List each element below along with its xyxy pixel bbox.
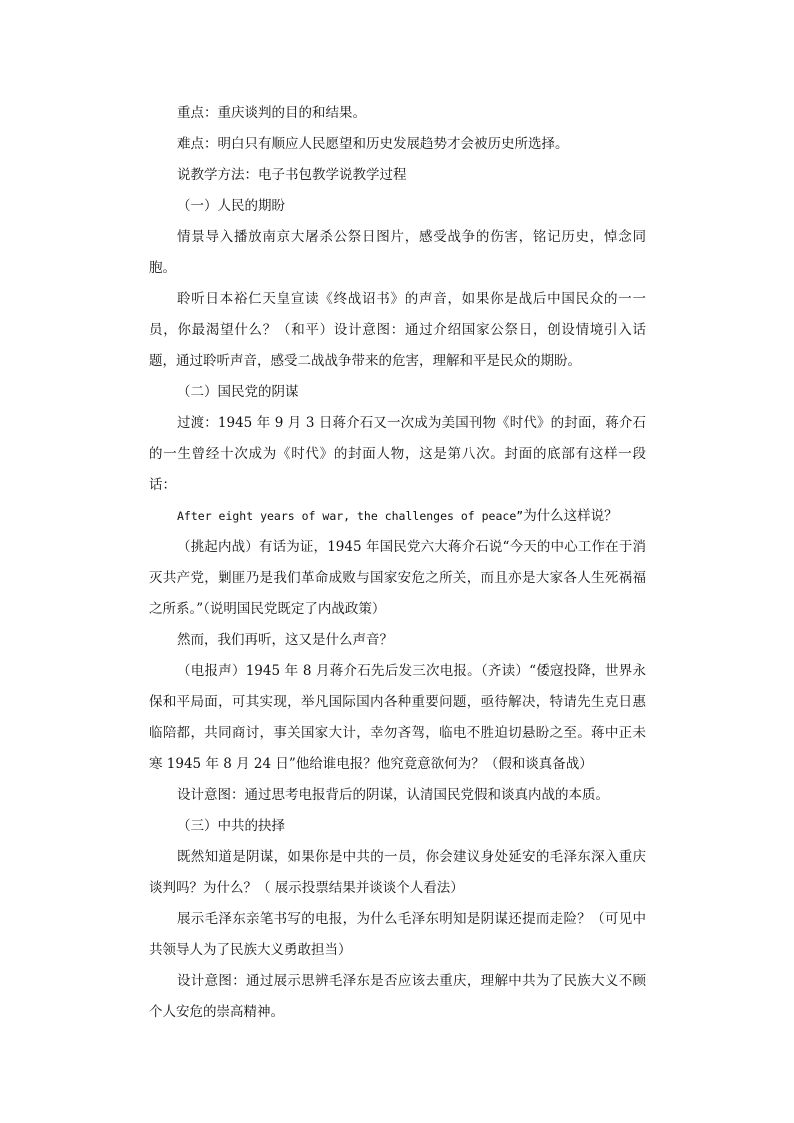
quote-question: 为什么这样说？ xyxy=(523,508,618,524)
listen-again-paragraph: 然而，我们再听，这又是什么声音？ xyxy=(177,632,393,648)
document-body xyxy=(149,98,646,1028)
section-heading-1: （一）人民的期盼 xyxy=(177,198,285,214)
teaching-method-paragraph: 说教学方法：电子书包教学说教学过程 xyxy=(177,167,407,183)
difficulty-paragraph: 难点：明白只有顺应人民愿望和历史发展趋势才会被历史所选择。 xyxy=(177,136,569,152)
key-point-paragraph: 重点：重庆谈判的目的和结果。 xyxy=(177,105,366,121)
intro-paragraph: 情景导入播放南京大屠杀公祭日图片，感受战争的伤害，铭记历史，悼念同胞。 xyxy=(149,229,646,276)
design-intent-paragraph-1: 设计意图：通过思考电报背后的阴谋，认清国民党假和谈真内战的本质。 xyxy=(177,787,609,803)
english-quote: After eight years of war, the challenges of peace” xyxy=(177,509,524,523)
choice-paragraph: 既然知道是阴谋，如果你是中共的一员，你会建议身处延安的毛泽东深入重庆谈判吗？为什么？（ 展示投票结果并谈谈个人看法） xyxy=(149,849,646,896)
listening-paragraph: 聆听日本裕仁天皇宣读《终战诏书》的声音，如果你是战后中国民众的一一员，你最渴望什么？（和平）设计意图：通过介绍国家公祭日，创设情境引入话题，通过聆听声音，感受二战战争带来的危害，理解和平是民众的期盼。 xyxy=(149,291,646,369)
section-heading-2: （二）国民党的阴谋 xyxy=(177,384,299,400)
civil-war-paragraph: （挑起内战）有话为证，1945 年国民党六大蒋介石说“今天的中心工作在于消灭共产党，剿匪乃是我们革命成败与国家安危之所关，而且亦是大家各人生死祸福之所系。”（说明国民党既定了内战政策） xyxy=(149,539,646,617)
mao-telegram-paragraph: 展示毛泽东亲笔书写的电报，为什么毛泽东明知是阴谋还提而走险？（可见中共领导人为了民族大义勇敢担当） xyxy=(149,911,646,958)
quote-paragraph xyxy=(149,501,646,532)
design-intent-paragraph-2: 设计意图：通过展示思辨毛泽东是否应该去重庆，理解中共为了民族大义不顾个人安危的崇高精神。 xyxy=(149,973,646,1020)
section-heading-3: （三）中共的抉择 xyxy=(177,818,285,834)
telegram-paragraph: （电报声）1945 年 8 月蒋介石先后发三次电报。（齐读）“倭寇投降，世界永保和平局面，可其实现，举凡国际国内各种重要问题，亟待解决，特请先生克日惠临陪都，共同商讨，事关国家大计，幸勿吝驾，临电不胜迫切悬盼之至。蒋中正未寒 1945 年 8 月 24 日”他给谁电报？他究竟意欲何为？（假和谈真备战） xyxy=(149,663,646,772)
transition-paragraph: 过渡：1945 年 9 月 3 日蒋介石又一次成为美国刊物《时代》的封面，蒋介石的一生曾经十次成为《时代》的封面人物，这是第八次。封面的底部有这样一段话： xyxy=(149,415,646,493)
